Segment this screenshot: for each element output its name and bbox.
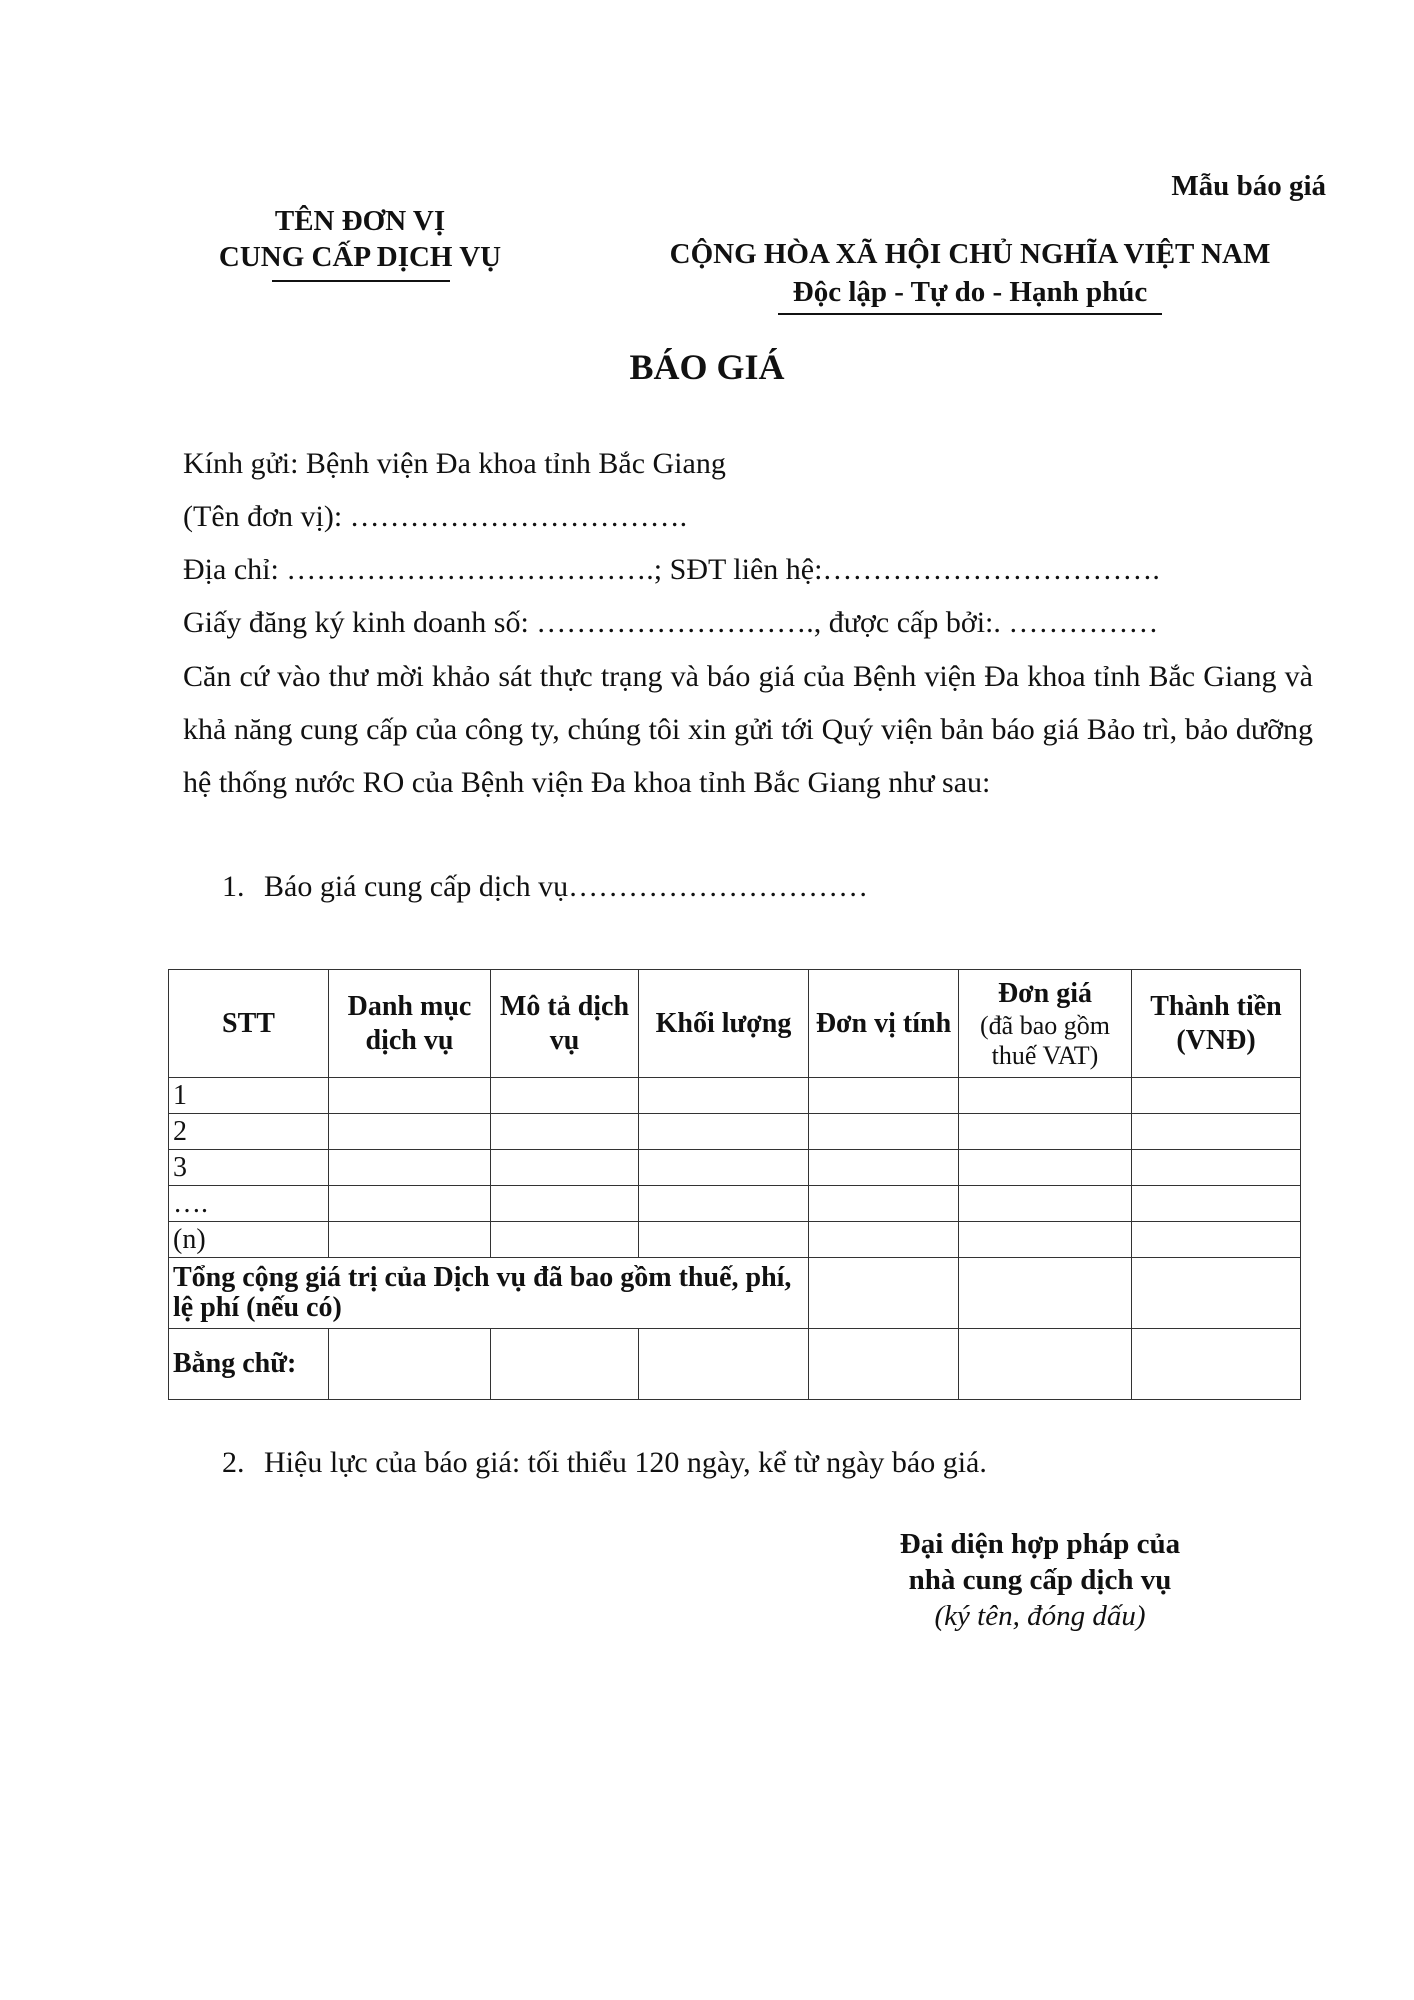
quotation-table <box>168 969 1301 1400</box>
unit-name-field: (Tên đơn vị): ……………………………. <box>183 500 688 533</box>
business-license-field: Giấy đăng ký kinh doanh số: ………………………., được cấp bởi:. …………… <box>183 606 1159 639</box>
section-1-number: 1. <box>222 870 245 903</box>
motto-underline <box>778 313 1162 315</box>
recipient-line: Kính gửi: Bệnh viện Đa khoa tỉnh Bắc Giang <box>183 447 726 480</box>
address-field: Địa chỉ: ……………………………….; SĐT liên hệ:……………………………. <box>183 553 1160 586</box>
unit-name-line-2: CUNG CẤP DỊCH VỤ <box>218 241 502 273</box>
form-label: Mẫu báo giá <box>1171 170 1326 202</box>
table-words-row <box>169 1329 1301 1400</box>
table-header-row <box>169 970 1301 1078</box>
header-unit: Đơn vị tính <box>809 970 959 1078</box>
section-1-text: Báo giá cung cấp dịch vụ………………………… <box>264 870 869 903</box>
row-index: 1 <box>169 1078 329 1114</box>
national-title: CỘNG HÒA XÃ HỘI CHỦ NGHĨA VIỆT NAM <box>669 238 1271 270</box>
header-amount: Thành tiền (VNĐ) <box>1132 970 1301 1078</box>
national-motto: Độc lập - Tự do - Hạnh phúc <box>792 276 1148 308</box>
unit-name-line-1: TÊN ĐƠN VỊ <box>274 205 446 237</box>
header-quantity: Khối lượng <box>639 970 809 1078</box>
section-2-number: 2. <box>222 1446 245 1479</box>
table-row <box>169 1078 1301 1114</box>
unit-name-underline <box>272 280 450 282</box>
signature-title-line-1: Đại diện hợp pháp của <box>899 1528 1181 1560</box>
signature-note: (ký tên, đóng dấu) <box>934 1600 1146 1632</box>
header-price-note: (đã bao gồm thuế VAT) <box>980 1010 1110 1070</box>
table-row <box>169 1150 1301 1186</box>
intro-paragraph: Căn cứ vào thư mời khảo sát thực trạng và báo giá của Bệnh viện Đa khoa tỉnh Bắc Giang và khả năng cung cấp của công ty, chúng tôi xin gửi tới Quý viện bản báo giá Bảo trì, bảo dưỡng hệ thống nước RO của Bệnh viện Đa khoa tỉnh Bắc Giang như sau: <box>183 660 1313 799</box>
table-row <box>169 1114 1301 1150</box>
header-stt: STT <box>169 970 329 1078</box>
table-row <box>169 1222 1301 1258</box>
row-index: 3 <box>169 1150 329 1186</box>
header-price <box>959 970 1132 1078</box>
header-category: Danh mục dịch vụ <box>329 970 491 1078</box>
total-label: Tổng cộng giá trị của Dịch vụ đã bao gồm thuế, phí, lệ phí (nếu có) <box>169 1258 809 1329</box>
row-index: 2 <box>169 1114 329 1150</box>
row-index: (n) <box>169 1222 329 1258</box>
table-total-row <box>169 1258 1301 1329</box>
row-index: …. <box>169 1186 329 1222</box>
section-2-text: Hiệu lực của báo giá: tối thiểu 120 ngày, kể từ ngày báo giá. <box>264 1446 987 1479</box>
document-title: BÁO GIÁ <box>629 347 785 387</box>
signature-title-line-2: nhà cung cấp dịch vụ <box>908 1564 1172 1596</box>
header-price-label: Đơn giá <box>997 977 1093 1009</box>
amount-in-words-label: Bằng chữ: <box>169 1329 329 1400</box>
section-1 <box>222 870 868 904</box>
header-description: Mô tả dịch vụ <box>491 970 639 1078</box>
table-row <box>169 1186 1301 1222</box>
section-2 <box>222 1446 987 1480</box>
provider-unit-name <box>190 203 530 275</box>
